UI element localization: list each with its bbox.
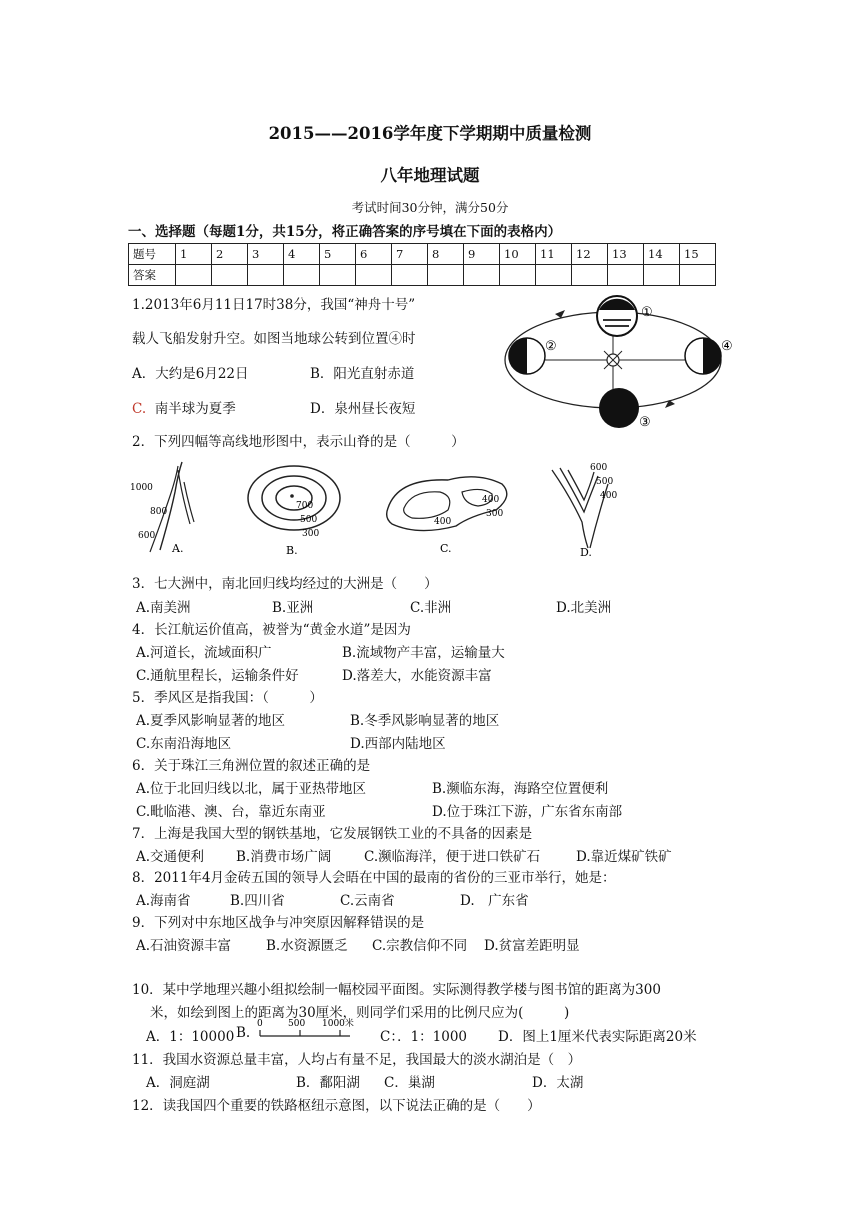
q7-option-d: D.靠近煤矿铁矿 — [576, 849, 672, 865]
earth-position-1-icon — [597, 296, 637, 336]
scale-bar-figure — [254, 1016, 364, 1042]
q9-option-a: A.石油资源丰富 — [136, 938, 232, 954]
q7-option-a: A.交通便利 — [136, 849, 205, 865]
q1-option-c — [132, 397, 236, 417]
contour-label: 500 — [300, 515, 318, 525]
q8-option-b: B.四川省 — [230, 893, 285, 909]
page-subtitle: 八年地理试题 — [380, 166, 480, 185]
q10-option-a: A．1：10000 — [146, 1029, 235, 1045]
earth-position-2-icon — [509, 338, 545, 374]
contour-label: 300 — [486, 509, 504, 519]
contour-figure-a — [130, 456, 200, 558]
q6-stem: 6．关于珠江三角洲位置的叙述正确的是 — [132, 758, 371, 774]
figure-letter: C. — [440, 542, 452, 555]
q7-option-c: C.濒临海洋，便于进口铁矿石 — [364, 849, 541, 865]
q8-option-d: D. 广东省 — [460, 893, 529, 909]
q9-option-d: D.贫富差距明显 — [484, 938, 580, 954]
q1-stem-line1: 1.2013年6月11日17时38分，我国“神舟十号” — [132, 297, 416, 313]
contour-line — [262, 476, 326, 520]
answer-cell[interactable] — [680, 265, 716, 286]
table-cell: 4 — [284, 244, 320, 265]
contour-label: 400 — [482, 495, 500, 505]
q3-stem: 3．七大洲中，南北回归线均经过的大洲是（ ） — [132, 576, 438, 592]
q8-stem: 8．2011年4月金砖五国的领导人会晤在中国的最南的省份的三亚市举行，她是： — [132, 870, 616, 886]
q6-option-d: D.位于珠江下游，广东省东南部 — [432, 804, 623, 820]
figure-letter: A. — [172, 542, 184, 555]
q6-option-c: C.毗临港、澳、台，靠近东南亚 — [136, 804, 326, 820]
q8-option-c: C.云南省 — [340, 893, 395, 909]
answer-cell[interactable] — [248, 265, 284, 286]
table-row — [129, 265, 716, 286]
q10-stem-line2: 米，如绘到图上的距离为30厘米，则同学们采用的比例尺应为( ) — [150, 1005, 570, 1021]
q5-option-c: C.东南沿海地区 — [136, 736, 232, 752]
q2-stem: 2．下列四幅等高线地形图中，表示山脊的是（ ） — [132, 434, 465, 450]
orbit-label-4: ④ — [721, 339, 733, 354]
answer-cell[interactable] — [536, 265, 572, 286]
table-cell: 3 — [248, 244, 284, 265]
table-cell: 10 — [500, 244, 536, 265]
table-cell: 7 — [392, 244, 428, 265]
q9-option-b: B.水资源匮乏 — [266, 938, 348, 954]
answer-cell[interactable] — [284, 265, 320, 286]
contour-line — [178, 470, 190, 524]
peak-dot-icon — [290, 494, 294, 498]
table-cell: 6 — [356, 244, 392, 265]
table-cell: 12 — [572, 244, 608, 265]
earth-position-4-icon — [685, 338, 721, 374]
answer-cell[interactable] — [428, 265, 464, 286]
orbit-label-2: ② — [545, 339, 557, 354]
q1-option-c-letter: C. — [132, 401, 147, 417]
answer-table — [128, 243, 716, 286]
q3-option-d: D.北美洲 — [556, 600, 612, 616]
q10-option-c: C：．1：1000 — [380, 1029, 468, 1045]
q5-option-a: A.夏季风影响显著的地区 — [136, 713, 286, 729]
contour-figure-c — [378, 464, 518, 560]
table-row-label: 题号 — [129, 244, 176, 265]
answer-cell[interactable] — [392, 265, 428, 286]
table-cell: 15 — [680, 244, 716, 265]
q11-option-a: A．洞庭湖 — [146, 1075, 210, 1091]
scale-label: 1000米 — [322, 1019, 354, 1029]
contour-label: 800 — [150, 507, 168, 517]
orbit-label-1: ① — [641, 305, 653, 320]
q4-option-b: B.流域物产丰富，运输量大 — [342, 645, 505, 661]
table-cell: 1 — [176, 244, 212, 265]
contour-line — [404, 492, 450, 519]
contour-label: 400 — [434, 517, 452, 527]
q10-stem-line1: 10．某中学地理兴趣小组拟绘制一幅校园平面图。实际测得教学楼与图书馆的距离为300 — [132, 982, 661, 998]
q4-option-c: C.通航里程长，运输条件好 — [136, 668, 299, 684]
contour-label: 600 — [590, 463, 608, 473]
q9-stem: 9．下列对中东地区战争与冲突原因解释错误的是 — [132, 915, 425, 931]
answer-cell[interactable] — [572, 265, 608, 286]
contour-label: 400 — [600, 491, 618, 501]
q6-option-a: A.位于北回归线以北，属于亚热带地区 — [136, 781, 367, 797]
scale-label: 500 — [288, 1019, 306, 1029]
table-cell: 13 — [608, 244, 644, 265]
contour-figure-d — [546, 456, 626, 560]
table-row — [129, 244, 716, 265]
q4-stem: 4．长江航运价值高，被誉为“黄金水道”是因为 — [132, 622, 411, 638]
answer-cell[interactable] — [356, 265, 392, 286]
figure-letter: B. — [286, 544, 298, 557]
scale-label: 0 — [257, 1019, 263, 1029]
contour-label: 700 — [296, 501, 314, 511]
q11-option-b: B．鄱阳湖 — [296, 1075, 360, 1091]
contour-line — [184, 482, 194, 522]
q3-option-a: A.南美洲 — [136, 600, 191, 616]
answer-cell[interactable] — [644, 265, 680, 286]
contour-label: 500 — [596, 477, 614, 487]
q6-option-b: B.濒临东海，海路空位置便利 — [432, 781, 609, 797]
q1-option-d: D．泉州昼长夜短 — [310, 401, 416, 417]
table-cell: 9 — [464, 244, 500, 265]
q1-stem-line2: 载人飞船发射升空。如图当地球公转到位置④时 — [132, 331, 416, 347]
orbit-label-3: ③ — [639, 415, 651, 430]
q7-option-b: B.消费市场广阔 — [236, 849, 332, 865]
q5-stem: 5．季风区是指我国：（ ） — [132, 690, 323, 706]
contour-label: 1000 — [130, 483, 153, 493]
table-cell: 14 — [644, 244, 680, 265]
q1-option-c-text: 南半球为夏季 — [154, 401, 236, 417]
q11-option-c: C．巢湖 — [384, 1075, 435, 1091]
q1-option-a: A．大约是6月22日 — [132, 366, 249, 382]
q12-stem: 12．读我国四个重要的铁路枢纽示意图，以下说法正确的是（ ） — [132, 1098, 541, 1114]
figure-letter: D. — [580, 546, 592, 559]
table-cell: 2 — [212, 244, 248, 265]
answer-cell[interactable] — [464, 265, 500, 286]
contour-label: 600 — [138, 531, 156, 541]
q8-option-a: A.海南省 — [136, 893, 191, 909]
answer-cell[interactable] — [608, 265, 644, 286]
q7-stem: 7．上海是我国大型的钢铁基地，它发展钢铁工业的不具备的因素是 — [132, 826, 533, 842]
earth-orbit-diagram — [495, 292, 745, 432]
q4-option-d: D.落差大，水能资源丰富 — [342, 668, 492, 684]
q9-option-c: C.宗教信仰不同 — [372, 938, 468, 954]
contour-figure-b — [244, 460, 354, 560]
q10-option-b: B. — [236, 1025, 251, 1041]
q1-option-b: B．阳光直射赤道 — [310, 366, 415, 382]
answer-cell[interactable] — [176, 265, 212, 286]
sun-icon — [604, 351, 622, 369]
q11-stem: 11．我国水资源总量丰富，人均占有量不足，我国最大的淡水湖泊是（ ） — [132, 1052, 582, 1068]
table-cell: 8 — [428, 244, 464, 265]
page-title: 2015——2016学年度下学期期中质量检测 — [268, 124, 592, 143]
table-cell: 11 — [536, 244, 572, 265]
answer-cell[interactable] — [212, 265, 248, 286]
q4-option-a: A.河道长，流域面积广 — [136, 645, 272, 661]
q11-option-d: D．太湖 — [532, 1075, 584, 1091]
exam-info: 考试时间30分钟，满分50分 — [351, 200, 509, 215]
q5-option-d: D.西部内陆地区 — [350, 736, 446, 752]
q3-option-b: B.亚洲 — [272, 600, 314, 616]
table-row-label: 答案 — [129, 265, 176, 286]
section-heading: 一、选择题（每题1分，共15分，将正确答案的序号填在下面的表格内） — [128, 224, 562, 240]
q10-option-d: D．图上1厘米代表实际距离20米 — [498, 1029, 697, 1045]
answer-cell[interactable] — [500, 265, 536, 286]
table-cell: 5 — [320, 244, 356, 265]
earth-position-3-icon — [599, 388, 639, 428]
answer-cell[interactable] — [320, 265, 356, 286]
contour-label: 300 — [302, 529, 320, 539]
q3-option-c: C.非洲 — [410, 600, 452, 616]
q5-option-b: B.冬季风影响显著的地区 — [350, 713, 500, 729]
